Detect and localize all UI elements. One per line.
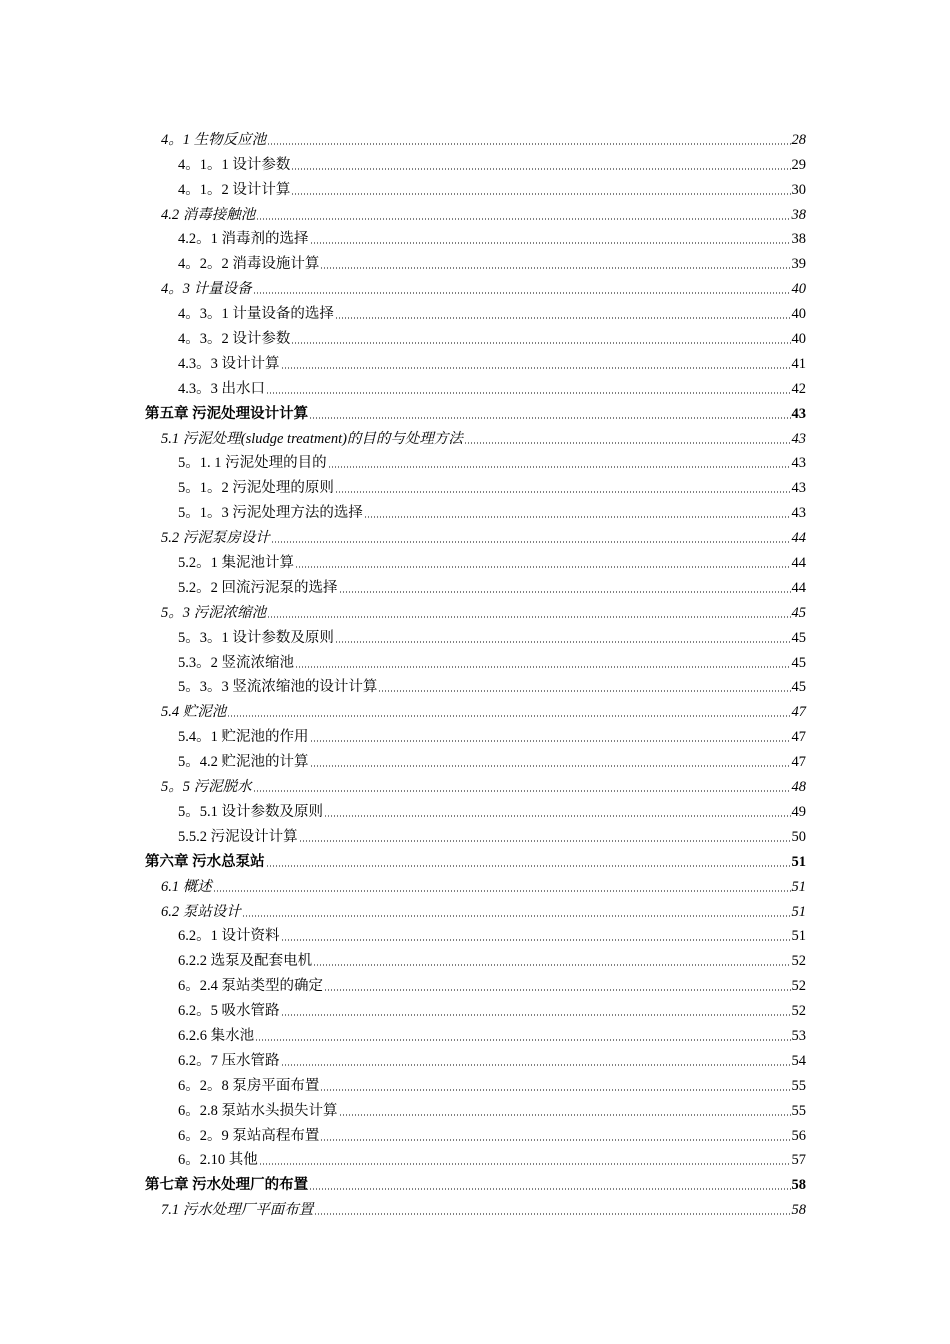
toc-entry-sub[interactable] bbox=[145, 672, 806, 697]
toc-entry-page-number: 40 bbox=[791, 306, 806, 323]
toc-entry-sub[interactable] bbox=[145, 1120, 806, 1145]
toc-entry-title: 5。1。3 污泥处理方法的选择 bbox=[178, 505, 363, 522]
toc-entry-sub[interactable] bbox=[145, 622, 806, 647]
toc-entry-page-number: 39 bbox=[791, 256, 806, 273]
toc-entry-section[interactable] bbox=[145, 896, 806, 921]
dot-leader bbox=[271, 541, 791, 543]
toc-entry-page-number: 44 bbox=[791, 579, 806, 596]
dot-leader bbox=[291, 168, 790, 170]
toc-entry-page-number: 43 bbox=[791, 430, 806, 447]
toc-entry-title: 4.2。1 消毒剂的选择 bbox=[178, 231, 309, 248]
toc-entry-title: 7.1 污水处理厂平面布置 bbox=[161, 1202, 314, 1219]
toc-entry-title: 6.2.6 集水池 bbox=[178, 1027, 255, 1044]
toc-entry-page-number: 52 bbox=[791, 978, 806, 995]
dot-leader bbox=[310, 242, 791, 244]
toc-entry-title: 5。3。1 设计参数及原则 bbox=[178, 629, 334, 646]
dot-leader bbox=[378, 690, 790, 692]
toc-entry-sub[interactable] bbox=[145, 323, 806, 348]
dot-leader bbox=[227, 715, 790, 717]
toc-entry-title: 6。2。9 泵站高程布置 bbox=[178, 1127, 320, 1144]
toc-entry-title: 5。5 污泥脱水 bbox=[161, 779, 252, 796]
toc-entry-section[interactable] bbox=[145, 522, 806, 547]
toc-entry-sub[interactable] bbox=[145, 497, 806, 522]
toc-entry-title: 6。2.4 泵站类型的确定 bbox=[178, 978, 323, 995]
dot-leader bbox=[291, 193, 790, 195]
toc-entry-sub[interactable] bbox=[145, 373, 806, 398]
dot-leader bbox=[213, 890, 791, 892]
toc-entry-title: 6.2。7 压水管路 bbox=[178, 1052, 280, 1069]
toc-entry-sub[interactable] bbox=[145, 921, 806, 946]
toc-entry-title: 5.5.2 污泥设计计算 bbox=[178, 828, 298, 845]
toc-entry-sub[interactable] bbox=[145, 149, 806, 174]
toc-entry-title: 第五章 污泥处理设计计算 bbox=[145, 405, 309, 422]
toc-entry-page-number: 47 bbox=[791, 704, 806, 721]
dot-leader bbox=[309, 1188, 790, 1190]
toc-entry-title: 5。1. 1 污泥处理的目的 bbox=[178, 455, 327, 472]
toc-entry-title: 5.3。2 竖流浓缩池 bbox=[178, 654, 294, 671]
toc-entry-sub[interactable] bbox=[145, 995, 806, 1020]
toc-entry-page-number: 55 bbox=[791, 1102, 806, 1119]
toc-entry-page-number: 40 bbox=[791, 281, 806, 298]
toc-entry-section[interactable] bbox=[145, 273, 806, 298]
dot-leader bbox=[281, 367, 791, 369]
dot-leader bbox=[324, 815, 791, 817]
dot-leader bbox=[267, 616, 790, 618]
toc-entry-title: 5.2 污泥泵房设计 bbox=[161, 530, 270, 547]
toc-entry-title: 5。1。2 污泥处理的原则 bbox=[178, 480, 334, 497]
toc-entry-page-number: 58 bbox=[791, 1202, 806, 1219]
toc-entry-title: 5.2。2 回流污泥泵的选择 bbox=[178, 579, 338, 596]
toc-entry-title: 5。5.1 设计参数及原则 bbox=[178, 803, 323, 820]
toc-entry-page-number: 45 bbox=[791, 604, 806, 621]
dot-leader bbox=[335, 491, 791, 493]
toc-entry-page-number: 43 bbox=[791, 405, 806, 422]
toc-entry-page-number: 43 bbox=[791, 480, 806, 497]
toc-entry-sub[interactable] bbox=[145, 248, 806, 273]
toc-entry-title: 6。2.10 其他 bbox=[178, 1152, 258, 1169]
dot-leader bbox=[328, 466, 791, 468]
toc-entry-title: 6.1 概述 bbox=[161, 878, 212, 895]
toc-entry-sub[interactable] bbox=[145, 298, 806, 323]
dot-leader bbox=[309, 417, 790, 419]
toc-entry-title: 4.3。3 出水口 bbox=[178, 380, 265, 397]
toc-entry-title: 5.4。1 贮泥池的作用 bbox=[178, 729, 309, 746]
toc-entry-sub[interactable] bbox=[145, 746, 806, 771]
toc-entry-section[interactable] bbox=[145, 696, 806, 721]
toc-entry-title: 6。2.8 泵站水头损失计算 bbox=[178, 1102, 338, 1119]
dot-leader bbox=[253, 292, 791, 294]
toc-entry-page-number: 51 bbox=[791, 853, 806, 870]
toc-entry-sub[interactable] bbox=[145, 174, 806, 199]
toc-entry-title: 4。3 计量设备 bbox=[161, 281, 252, 298]
dot-leader bbox=[314, 1213, 790, 1215]
toc-entry-page-number: 44 bbox=[791, 555, 806, 572]
toc-entry-title: 第七章 污水处理厂的布置 bbox=[145, 1177, 309, 1194]
toc-entry-page-number: 40 bbox=[791, 331, 806, 348]
toc-entry-sub[interactable] bbox=[145, 547, 806, 572]
dot-leader bbox=[320, 1089, 790, 1091]
toc-entry-title: 6.2。5 吸水管路 bbox=[178, 1003, 280, 1020]
toc-entry-title: 5。3 污泥浓缩池 bbox=[161, 604, 267, 621]
toc-entry-sub[interactable] bbox=[145, 1070, 806, 1095]
dot-leader bbox=[256, 218, 790, 220]
toc-entry-section[interactable] bbox=[145, 597, 806, 622]
toc-entry-page-number: 52 bbox=[791, 1003, 806, 1020]
dot-leader bbox=[339, 591, 791, 593]
dot-leader bbox=[310, 765, 791, 767]
toc-entry-page-number: 50 bbox=[791, 828, 806, 845]
dot-leader bbox=[295, 666, 791, 668]
toc-entry-page-number: 43 bbox=[791, 505, 806, 522]
dot-leader bbox=[255, 1039, 790, 1041]
toc-entry-sub[interactable] bbox=[145, 448, 806, 473]
toc-entry-title: 4。2。2 消毒设施计算 bbox=[178, 256, 320, 273]
dot-leader bbox=[335, 641, 791, 643]
toc-entry-page-number: 49 bbox=[791, 803, 806, 820]
toc-entry-page-number: 45 bbox=[791, 654, 806, 671]
dot-leader bbox=[266, 392, 791, 394]
dot-leader bbox=[335, 317, 791, 319]
toc-entry-chapter[interactable] bbox=[145, 846, 806, 871]
toc-entry-page-number: 54 bbox=[791, 1052, 806, 1069]
toc-entry-page-number: 58 bbox=[791, 1177, 806, 1194]
toc-entry-page-number: 55 bbox=[791, 1077, 806, 1094]
dot-leader bbox=[320, 267, 790, 269]
dot-leader bbox=[281, 1014, 791, 1016]
dot-leader bbox=[313, 964, 790, 966]
toc-entry-sub[interactable] bbox=[145, 1145, 806, 1170]
toc-entry-section[interactable] bbox=[145, 1194, 806, 1219]
toc-entry-title: 4。3。2 设计参数 bbox=[178, 331, 291, 348]
toc-entry-page-number: 48 bbox=[791, 779, 806, 796]
toc-entry-title: 5.4 贮泥池 bbox=[161, 704, 227, 721]
toc-entry-sub[interactable] bbox=[145, 1095, 806, 1120]
toc-entry-title: 6.2.2 选泵及配套电机 bbox=[178, 953, 313, 970]
dot-leader bbox=[281, 1064, 791, 1066]
toc-entry-title: 5。3。3 竖流浓缩池的设计计算 bbox=[178, 679, 378, 696]
toc-entry-page-number: 45 bbox=[791, 629, 806, 646]
toc-entry-sub[interactable] bbox=[145, 224, 806, 249]
toc-entry-sub[interactable] bbox=[145, 945, 806, 970]
toc-entry-section[interactable] bbox=[145, 423, 806, 448]
toc-entry-page-number: 47 bbox=[791, 754, 806, 771]
toc-entry-page-number: 38 bbox=[791, 231, 806, 248]
dot-leader bbox=[464, 442, 791, 444]
toc-entry-page-number: 52 bbox=[791, 953, 806, 970]
toc-entry-section[interactable] bbox=[145, 771, 806, 796]
dot-leader bbox=[324, 989, 791, 991]
dot-leader bbox=[259, 1163, 791, 1165]
toc-entry-title: 第六章 污水总泵站 bbox=[145, 853, 265, 870]
toc-entry-section[interactable] bbox=[145, 871, 806, 896]
dot-leader bbox=[266, 865, 791, 867]
toc-entry-page-number: 45 bbox=[791, 679, 806, 696]
toc-entry-title: 6。2。8 泵房平面布置 bbox=[178, 1077, 320, 1094]
toc-entry-title: 4。1 生物反应池 bbox=[161, 131, 267, 148]
toc-entry-page-number: 30 bbox=[791, 181, 806, 198]
toc-entry-sub[interactable] bbox=[145, 970, 806, 995]
toc-entry-page-number: 28 bbox=[791, 131, 806, 148]
toc-entry-sub[interactable] bbox=[145, 572, 806, 597]
dot-leader bbox=[242, 915, 791, 917]
toc-entry-section[interactable] bbox=[145, 124, 806, 149]
toc-entry-title: 4.3。3 设计计算 bbox=[178, 355, 280, 372]
toc-entry-title: 4。3。1 计量设备的选择 bbox=[178, 306, 334, 323]
toc-entry-page-number: 41 bbox=[791, 355, 806, 372]
toc-entry-page-number: 47 bbox=[791, 729, 806, 746]
dot-leader bbox=[320, 1139, 790, 1141]
toc-entry-sub[interactable] bbox=[145, 647, 806, 672]
toc-entry-page-number: 51 bbox=[791, 928, 806, 945]
toc-entry-page-number: 29 bbox=[791, 156, 806, 173]
dot-leader bbox=[339, 1114, 791, 1116]
toc-entry-title: 5.2。1 集泥池计算 bbox=[178, 555, 294, 572]
toc-entry-page-number: 43 bbox=[791, 455, 806, 472]
toc-entry-title: 6.2。1 设计资料 bbox=[178, 928, 280, 945]
toc-entry-sub[interactable] bbox=[145, 348, 806, 373]
dot-leader bbox=[291, 342, 790, 344]
dot-leader bbox=[299, 840, 791, 842]
toc-entry-page-number: 51 bbox=[791, 903, 806, 920]
toc-entry-title: 4.2 消毒接触池 bbox=[161, 206, 256, 223]
toc-entry-sub[interactable] bbox=[145, 721, 806, 746]
toc-entry-page-number: 53 bbox=[791, 1027, 806, 1044]
toc-entry-sub[interactable] bbox=[145, 821, 806, 846]
dot-leader bbox=[267, 143, 790, 145]
toc-entry-page-number: 56 bbox=[791, 1127, 806, 1144]
toc-entry-title: 5.1 污泥处理(sludge treatment)的目的与处理方法 bbox=[161, 430, 463, 447]
toc-entry-chapter[interactable] bbox=[145, 398, 806, 423]
toc-entry-page-number: 44 bbox=[791, 530, 806, 547]
toc-entry-section[interactable] bbox=[145, 199, 806, 224]
toc-entry-title: 5。4.2 贮泥池的计算 bbox=[178, 754, 309, 771]
toc-entry-sub[interactable] bbox=[145, 1045, 806, 1070]
dot-leader bbox=[295, 566, 791, 568]
toc-entry-page-number: 57 bbox=[791, 1152, 806, 1169]
toc-entry-title: 4。1。2 设计计算 bbox=[178, 181, 291, 198]
dot-leader bbox=[281, 939, 791, 941]
dot-leader bbox=[364, 516, 791, 518]
toc-entry-title: 6.2 泵站设计 bbox=[161, 903, 241, 920]
toc-entry-title: 4。1。1 设计参数 bbox=[178, 156, 291, 173]
toc-entry-sub[interactable] bbox=[145, 1020, 806, 1045]
dot-leader bbox=[310, 740, 791, 742]
table-of-contents bbox=[145, 124, 806, 1219]
toc-entry-chapter[interactable] bbox=[145, 1169, 806, 1194]
dot-leader bbox=[253, 790, 791, 792]
toc-entry-sub[interactable] bbox=[145, 796, 806, 821]
toc-entry-page-number: 42 bbox=[791, 380, 806, 397]
toc-entry-page-number: 51 bbox=[791, 878, 806, 895]
toc-entry-sub[interactable] bbox=[145, 472, 806, 497]
toc-entry-page-number: 38 bbox=[791, 206, 806, 223]
